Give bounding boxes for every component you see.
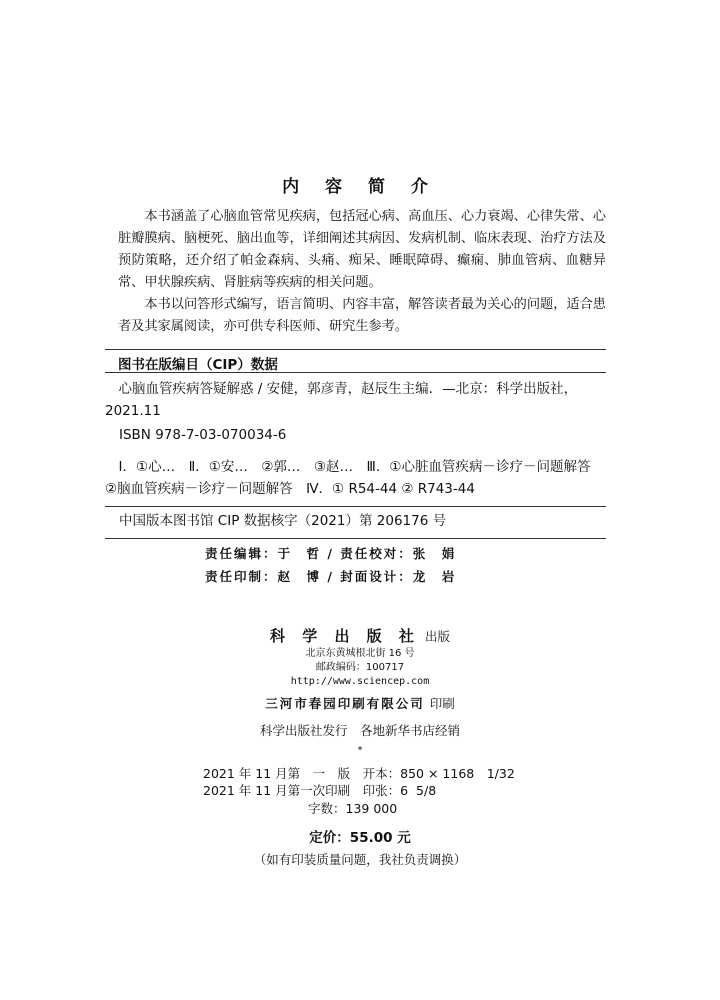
publisher-url: http://www.sciencep.com [290, 676, 430, 687]
cip-heading-rule [105, 372, 606, 373]
separator-star: * [357, 745, 363, 756]
cip-classification: Ⅰ．①心… Ⅱ．①安… ②郭… ③赵… Ⅲ．①心脏血管疾病－诊疗－问题解答 ②脑血管疾病－诊疗－问题解答 Ⅳ．① R54-44 ② R743-44 [105, 459, 604, 497]
cip-record-number: 中国版本图书馆 CIP 数据核字（2021）第 206176 号 [119, 513, 447, 529]
publisher-suffix: 出版 [424, 629, 450, 644]
cip-heading: 图书在版编目（CIP）数据 [118, 357, 278, 373]
cip-top-rule [105, 349, 606, 350]
summary-paragraph-1: 本书涵盖了心脑血管常见疾病，包括冠心病、高血压、心力衰竭、心律失常、心脏瓣膜病、脑梗死、脑出血等，详细阐述其病因、发病机制、临床表现、治疗方法及预防策略，还介绍了帕金森病、头痛、痴呆、睡眠障碍、癫痫、肺血管病、血糖异常、甲状腺疾病、肾脏病等疾病的相关问题。 [118, 209, 606, 290]
publisher-line [0, 625, 720, 646]
cip-middle-rule [105, 506, 606, 507]
printer-suffix: 印刷 [429, 696, 455, 711]
cip-isbn: ISBN 978-7-03-070034-6 [119, 427, 287, 443]
production-line: 责任印制：赵 博 / 封面设计：龙 岩 [205, 569, 457, 584]
summary-paragraph-2: 本书以问答形式编写，语言简明、内容丰富，解答读者最为关心的问题，适合患者及其家属阅读，亦可供专科医师、研究生参考。 [118, 297, 606, 334]
page-title: 内 容 简 介 [282, 177, 438, 197]
cip-bottom-rule [105, 538, 606, 539]
edition-line-2: 2021 年 11 月第一次印刷 印张：6 5/8 [203, 783, 437, 798]
cip-title-line: 心脑血管疾病答疑解惑 / 安健，郭彦青，赵辰生主编．—北京：科学出版社，2021.11 [105, 381, 578, 419]
price-label: 定价：55.00 元 [309, 830, 411, 846]
publisher-name: 科 学 出 版 社 [270, 627, 420, 645]
printer-name: 三河市春园印刷有限公司 [265, 696, 425, 711]
word-count: 字数：139 000 [308, 801, 398, 816]
printer-line [0, 693, 720, 712]
editors-line: 责任编辑：于 哲 / 责任校对：张 娟 [205, 546, 457, 561]
edition-line-1: 2021 年 11 月第 一 版 开本：850 × 1168 1/32 [203, 766, 515, 781]
publisher-address: 北京东黄城根北街 16 号 [305, 648, 415, 659]
distribution-line: 科学出版社发行 各地新华书店经销 [259, 723, 460, 738]
publisher-postcode: 邮政编码：100717 [315, 662, 405, 673]
quality-notice: （如有印装质量问题，我社负责调换） [253, 852, 467, 867]
summary-block [118, 206, 606, 338]
